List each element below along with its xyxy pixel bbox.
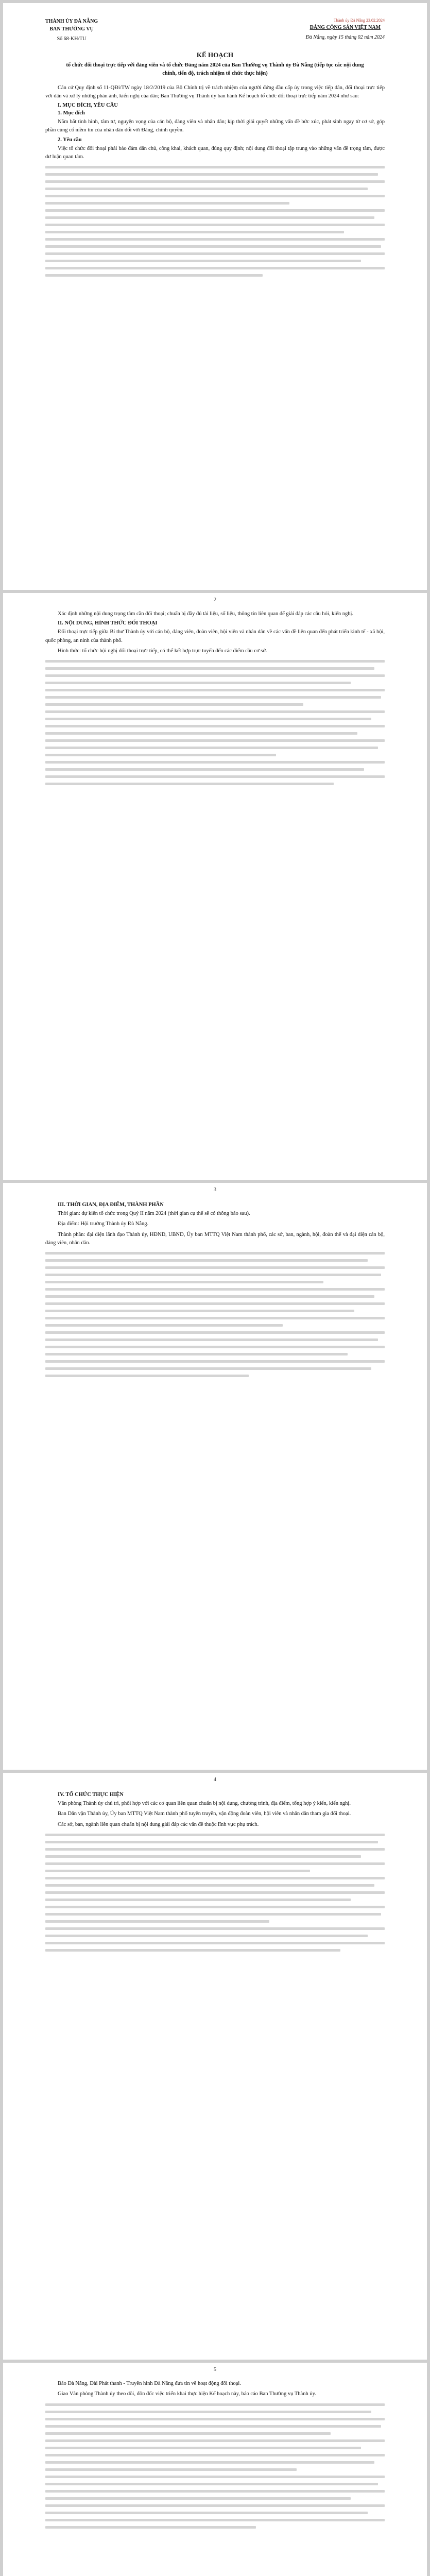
incoming-stamp-note: Thành ủy Đà Nẵng 23.02.2024 — [333, 18, 385, 23]
document-page-4 — [3, 1773, 427, 2360]
party-block — [306, 18, 385, 41]
paragraph-venue: Địa điểm: Hội trường Thành ủy Đà Nẵng. — [58, 1221, 149, 1227]
subheading-purpose: 1. Mục đích — [58, 110, 85, 116]
section-heading-1: I. MỤC ĐÍCH, YÊU CẦU — [58, 103, 118, 109]
paragraph-media: Báo Đà Nẵng, Đài Phát thanh - Truyền hình Đà Nẵng đưa tin về hoạt động đối thoại. — [58, 2381, 241, 2386]
issuer-line-2: BAN THƯỜNG VỤ — [49, 26, 94, 32]
paragraph-purpose: Nắm bắt tình hình, tâm tư, nguyện vọng của cán bộ, đảng viên và nhân dân; kịp thời giải quyết những vấn đề bức xúc, phát sinh ngay từ cơ sở, góp phần củng cố niềm tin của nhân dân đối với Đảng, chính quyền. — [45, 119, 385, 133]
body-text-lines — [45, 1252, 385, 1377]
paragraph-participants: Thành phần: đại diện lãnh đạo Thành ủy, HĐND, UBND, Ủy ban MTTQ Việt Nam thành phố, các sở, ban, ngành, hội, đoàn thể và đại diện cán bộ, đảng viên, nhân dân. — [45, 1231, 385, 1246]
page-number: 4 — [214, 1777, 216, 1783]
paragraph-preparation: Xác định những nội dung trọng tâm cần đối thoại; chuẩn bị đầy đủ tài liệu, số liệu, thông tin liên quan để giải đáp các câu hỏi, kiến nghị. — [58, 611, 354, 617]
page-number: 5 — [214, 2367, 216, 2372]
document-page-1 — [3, 3, 427, 590]
issuer-line-1: THÀNH ỦY ĐÀ NẴNG — [45, 19, 98, 24]
body-text-lines — [45, 660, 385, 785]
body-text-lines — [45, 1834, 385, 1952]
paragraph-monitoring: Giao Văn phòng Thành ủy theo dõi, đôn đốc việc triển khai thực hiện Kế hoạch này, báo cáo Ban Thường vụ Thành ủy. — [58, 2391, 316, 2397]
document-title: tổ chức đối thoại trực tiếp với đảng viên và tổ chức Đảng năm 2024 của Ban Thường vụ Thành ủy Đà Nẵng (tiếp tục các nội dung chính, tiến độ, trách nhiệm tổ chức thực hiện) — [66, 62, 364, 76]
page-number: 2 — [214, 597, 216, 603]
paragraph-mass-mobilization: Ban Dân vận Thành ủy, Ủy ban MTTQ Việt Nam thành phố tuyên truyền, vận động đoàn viên, hội viên và nhân dân tham gia đối thoại. — [58, 1811, 351, 1817]
paragraph-form: Hình thức: tổ chức hội nghị đối thoại trực tiếp, có thể kết hợp trực tuyến đến các điểm cầu cơ sở. — [58, 648, 267, 654]
document-page-2 — [3, 593, 427, 1180]
paragraph-time: Thời gian: dự kiến tổ chức trong Quý II năm 2024 (thời gian cụ thể sẽ có thông báo sau). — [58, 1211, 250, 1216]
party-name: ĐẢNG CỘNG SẢN VIỆT NAM — [309, 25, 381, 30]
header-block — [45, 18, 385, 43]
paragraph-requirement: Việc tổ chức đối thoại phải bảo đảm dân chủ, công khai, khách quan, đúng quy định; nội dung đối thoại tập trung vào những vấn đề trọng tâm, được dư luận quan tâm. — [45, 145, 385, 160]
document-number: Số 68-KH/TU — [57, 36, 87, 42]
section-heading-2: II. NỘI DUNG, HÌNH THỨC ĐỐI THOẠI — [58, 620, 158, 626]
page-number: 3 — [214, 1187, 216, 1193]
document-page-3 — [3, 1183, 427, 1770]
issuer-block — [45, 18, 98, 43]
paragraph-content: Đối thoại trực tiếp giữa Bí thư Thành ủy với cán bộ, đảng viên, đoàn viên, hội viên và nhân dân về các vấn đề liên quan đến phát triển kinh tế - xã hội, quốc phòng, an ninh của thành phố. — [45, 629, 385, 643]
body-text-lines — [45, 166, 385, 277]
place-date: Đà Nẵng, ngày 15 tháng 02 năm 2024 — [305, 35, 385, 40]
document-kind: KẾ HOẠCH — [196, 51, 234, 59]
section-heading-3: III. THỜI GIAN, ĐỊA ĐIỂM, THÀNH PHẦN — [58, 1202, 164, 1208]
paragraph-departments: Các sở, ban, ngành liên quan chuẩn bị nội dung giải đáp các vấn đề thuộc lĩnh vực phụ trách. — [58, 1821, 259, 1827]
intro-paragraph: Căn cứ Quy định số 11-QĐi/TW ngày 18/2/2019 của Bộ Chính trị về trách nhiệm của người đứng đầu cấp ủy trong việc tiếp dân, đối thoại trực tiếp với dân và xử lý những phản ánh, kiến nghị của dân; Ban Thường vụ Thành ủy ban hành Kế hoạch tổ chức đối thoại trực tiếp năm 2024 như sau: — [45, 84, 385, 99]
section-heading-4: IV. TỔ CHỨC THỰC HIỆN — [58, 1792, 124, 1798]
body-text-lines — [45, 2403, 385, 2529]
subheading-requirement: 2. Yêu cầu — [58, 137, 82, 143]
document-page-5 — [3, 2363, 427, 2576]
paragraph-office-task: Văn phòng Thành ủy chủ trì, phối hợp với các cơ quan liên quan chuẩn bị nội dung, chương trình, địa điểm, tổng hợp ý kiến, kiến nghị. — [58, 1801, 351, 1806]
